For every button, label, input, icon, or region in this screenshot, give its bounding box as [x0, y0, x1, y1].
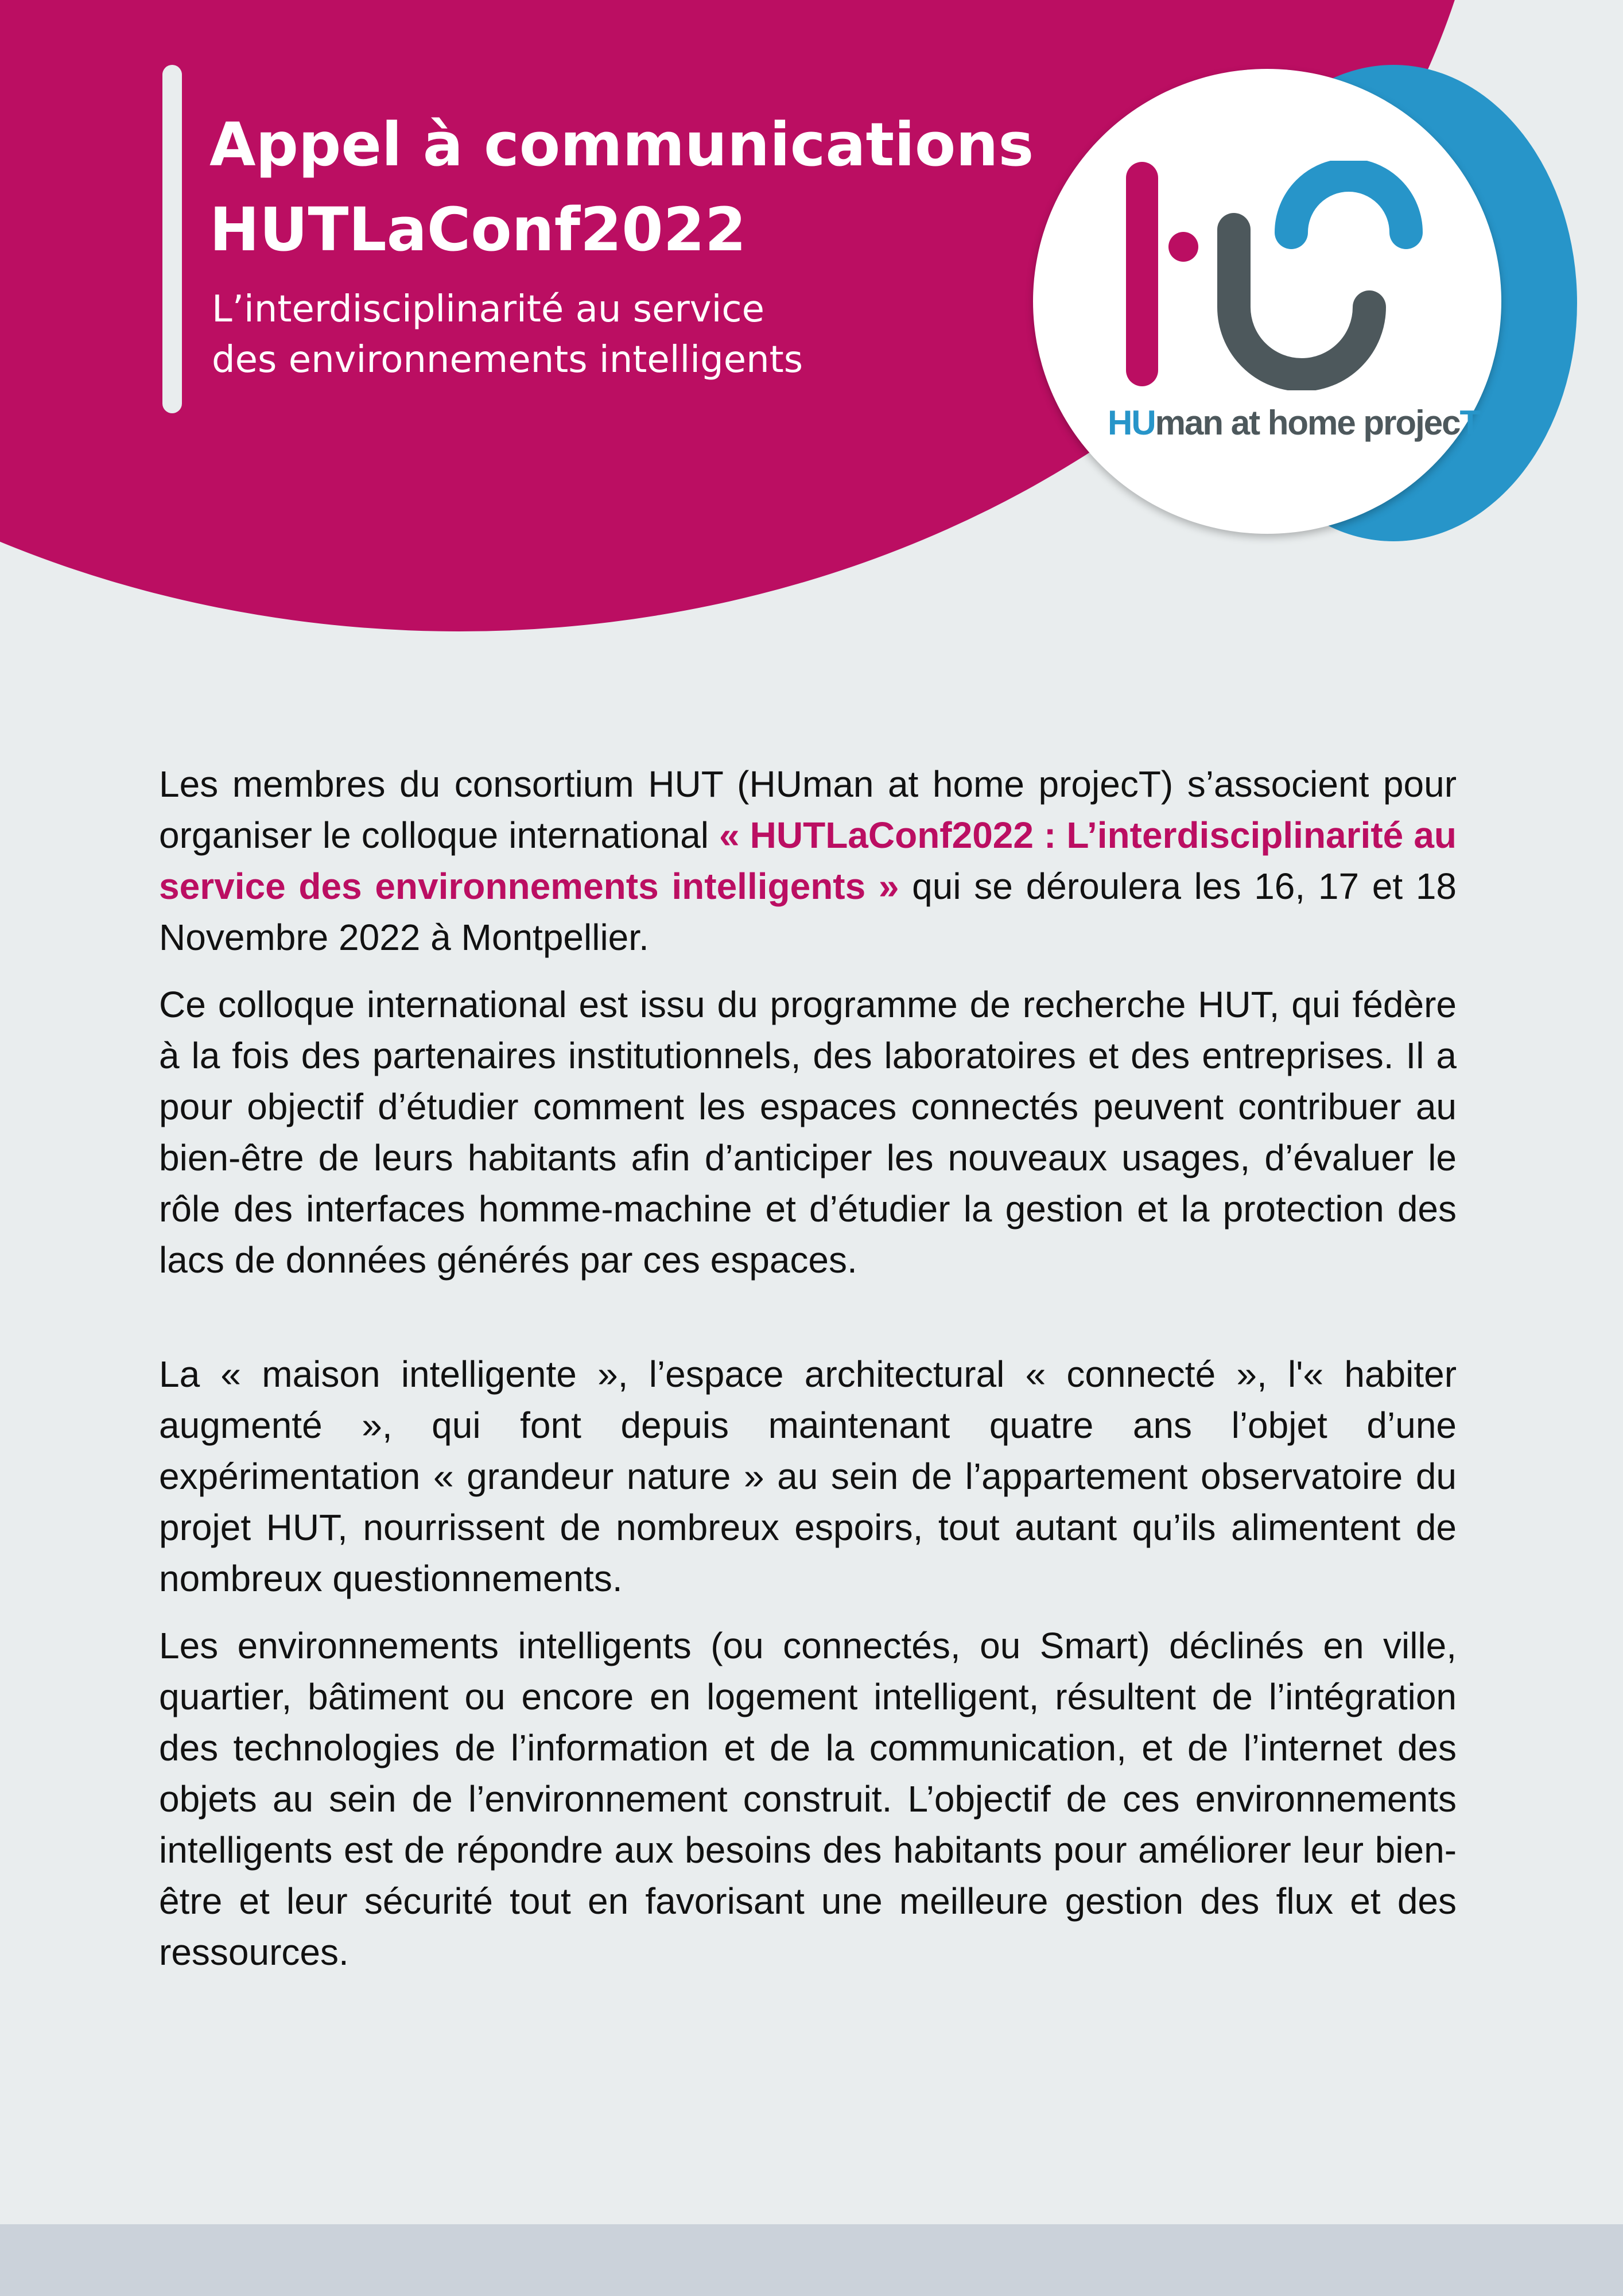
- paragraph-programme: Ce colloque international est issu du programme de recherche HUT, qui fédère à la fois des partenaires institutionnels, des laboratoires et des entreprises. Il a pour objectif d’étudier comment les espaces connectés peuvent contribuer au bien-être de leurs habitants afin d’anticiper les nouveaux usages, d’évaluer le rôle des interfaces homme-machine et d’étudier la gestion et la protection des lacs de données générés par ces espaces.: [159, 984, 1457, 1281]
- title-accent-bar: [162, 65, 182, 413]
- body-text: [159, 759, 1457, 1994]
- logo-wordmark-middle: man at home projec: [1155, 404, 1460, 442]
- intro-text-start: Les membres du consortium HUT (HUman at home projecT) s’associent pour organiser le colloque international: [159, 763, 1457, 856]
- conference-name-highlight: « HUTLaConf2022 : L’interdisciplinarité au service des environnements intelligents »: [159, 815, 1457, 907]
- title-line-2: HUTLaConf2022: [209, 195, 747, 265]
- subtitle-line-2: des environnements intelligents: [212, 339, 803, 381]
- subtitle-line-1: L’interdisciplinarité au service: [212, 288, 764, 331]
- hut-logo-icon: [1108, 161, 1427, 390]
- paragraph-smart-environments: Les environnements intelligents (ou connectés, ou Smart) déclinés en ville, quartier, bâtiment ou encore en logement intelligent, résultent de l’intégration des technologies de l’information et de la communication, et de l’internet des objets au sein de l’environnement construit. L’objectif de ces environnements intelligents est de répondre aux besoins des habitants pour améliorer leur bien-être et leur sécurité tout en favorisant une meilleure gestion des flux et des ressources.: [159, 1625, 1457, 1973]
- page-subtitle: [212, 284, 803, 385]
- logo-wordmark: [1108, 403, 1480, 443]
- intro-text-end: qui se déroulera les 16, 17 et 18 Novembre 2022 à Montpellier.: [159, 866, 1457, 958]
- page-title: [209, 102, 1034, 272]
- footer-band: [0, 2224, 1623, 2296]
- logo-wordmark-hu: HU: [1108, 404, 1155, 442]
- paragraph-smart-home: La « maison intelligente », l’espace architectural « connecté », l'« habiter augmenté », qui font depuis maintenant quatre ans l’objet d’une expérimentation « grandeur nature » au sein de l’appartement observatoire du projet HUT, nourrissent de nombreux espoirs, tout autant qu’ils alimentent de nombreux questionnements.: [159, 1353, 1457, 1599]
- title-line-1: Appel à communications: [209, 110, 1034, 180]
- logo-wordmark-t: T: [1459, 404, 1480, 442]
- paragraph-intro: [159, 759, 1457, 963]
